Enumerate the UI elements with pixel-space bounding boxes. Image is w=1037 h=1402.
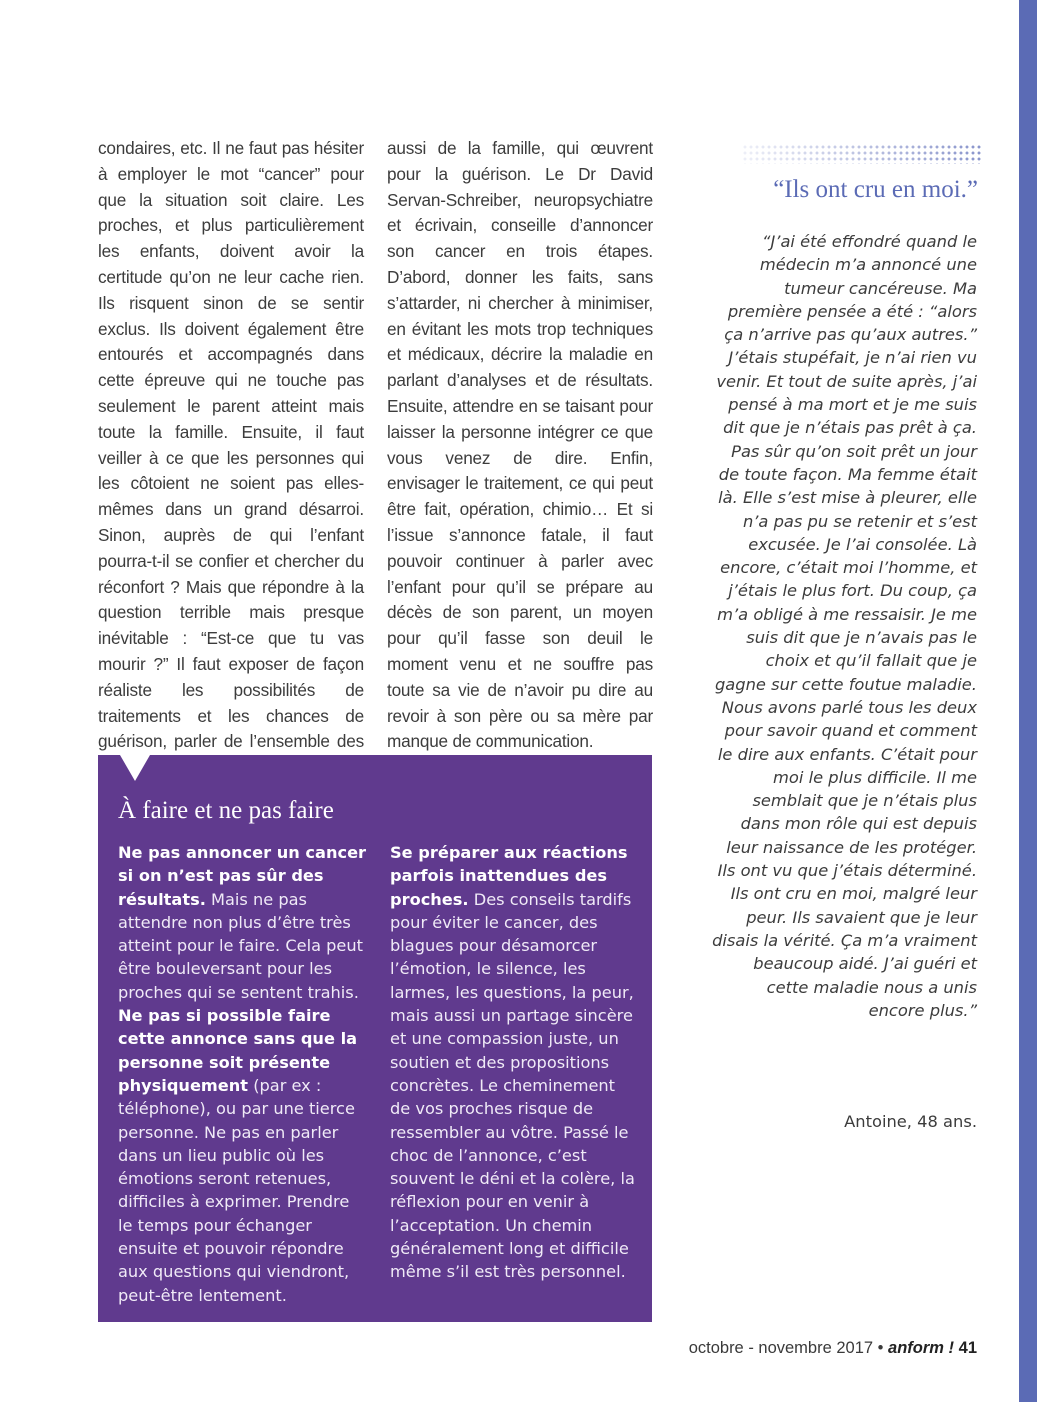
box-notch <box>120 755 150 781</box>
article-column-left <box>98 136 364 807</box>
tips-column-right <box>390 841 640 1284</box>
sidebar-title: “Ils ont cru en moi.” <box>773 176 978 203</box>
article-text-left: condaires, etc. Il ne faut pas hésiter à employer le mot “cancer” pour que la situation soit claire. Les proches, et plus particulièrement les enfants, doivent avoir la certitude qu’on ne leur cache rien. Ils risquent sinon de se sentir exclus. Ils doivent également être entourés et accompagnés dans cette épreuve qui ne touche pas seulement le parent atteint mais toute la famille. Ensuite, il faut veiller à ce que les personnes qui les côtoient ne soient pas elles-mêmes dans un grand désarroi. Sinon, auprès de qui l’enfant pourra-t-il se confier et chercher du réconfort ? Mais que répondre à la question terrible mais presque inévitable : “Est-ce que tu vas mourir ?” Il faut exposer de façon réaliste les possibilités de traitements et les chances de guérison, parler de l’ensemble des <box>98 138 364 752</box>
tips-paragraph-left <box>118 841 368 1307</box>
tips-box <box>98 755 652 1322</box>
footer-bullet: • <box>877 1339 884 1357</box>
tip-heading-1: Ne pas annoncer un cancer si on n’est pas sûr des résultats. <box>118 843 367 909</box>
page-footer <box>600 1339 977 1358</box>
page-number: 41 <box>958 1339 977 1357</box>
tip-text-1: Mais ne pas attendre non plus d’être très atteint pour le faire. Cela peut être bouleversant pour les proches qui se sentent trahis. <box>118 889 363 1002</box>
page-edge-bar <box>1019 0 1037 1402</box>
tips-box-title: À faire et ne pas faire <box>118 797 334 824</box>
magazine-name: anform ! <box>888 1339 955 1357</box>
tip-text-3: Des conseils tardifs pour éviter le cancer, des blagues pour désamorcer l’émotion, le silence, les larmes, les questions, la peur, mais aussi un partage sincère et une compassion juste, un soutien et des propositions concrètes. Le cheminement de vos proches risque de ressembler au vôtre. Passé le choc de l’annonce, c’est souvent le déni et la colère, la réflexion pour en venir à l’acceptation. Un chemin généralement long et difficile même s’il est très personnel. <box>390 889 635 1282</box>
tip-text-2: (par ex : téléphone), ou par une tierce personne. Ne pas en parler dans un lieu public où les émotions seront retenues, difficiles à exprimer. Prendre le temps pour échanger ensuite et pouvoir répondre aux questions qui viendront, peut-être lentement. <box>118 1075 355 1305</box>
dotted-decoration <box>742 144 982 164</box>
issue-date: octobre - novembre 2017 <box>688 1339 874 1357</box>
tip-heading-3: Se préparer aux réactions parfois inattendues des proches. <box>390 843 628 909</box>
tips-column-left <box>118 841 368 1307</box>
sidebar-author: Antoine, 48 ans. <box>844 1112 977 1131</box>
article-text-middle: aussi de la famille, qui œuvrent pour la guérison. Le Dr David Servan-Schreiber, neuropsychiatre et écrivain, conseille d’annoncer son cancer en trois étapes. D’abord, donner les faits, sans s’attarder, ni chercher à minimiser, en évitant les mots trop techniques et médicaux, décrire la maladie en parlant d’analyses et de résultats. Ensuite, attendre en se taisant pour laisser la personne intégrer ce que vous venez de dire. Enfin, envisager le traitement, ce qui peut être fait, opération, chimio… Et si l’issue s’annonce fatale, il faut pouvoir continuer à parler avec l’enfant pour qu’il se prépare au décès de son parent, un moyen pour qu’il fasse son deuil le moment venu et ne souffre pas toute sa vie de n’avoir pu dire au revoir à son père ou sa mère par manque de communication. <box>387 138 653 752</box>
tips-paragraph-right <box>390 841 640 1284</box>
sidebar-quote: “J’ai été effondré quand le médecin m’a annoncé une tumeur cancéreuse. Ma première pensée a été : “alors ça n’arrive pas qu’aux autres.” J’étais stupéfait, je n’ai rien vu venir. Et tout de suite après, j’ai pensé à ma mort et je me suis dit que je n’étais pas prêt à ça. Pas sûr qu’on soit prêt un jour de toute façon. Ma femme était là. Elle s’est mise à pleurer, elle n’a pas pu se retenir et s’est excusée. Je l’ai consolée. Là encore, c’était moi l’homme, et j’étais le plus fort. Du coup, ça m’a obligé à me ressaisir. Je me suis dit que je n’avais pas le choix et qu’il fallait que je gagne sur cette foutue maladie. Nous avons parlé tous les deux pour savoir quand et comment le dire aux enfants. C’était pour moi le plus difficile. Il me semblait que je n’étais plus dans mon rôle qui est depuis leur naissance de les protéger. Ils ont vu que j’étais déterminé. Ils ont cru en moi, malgré leur peur. Ils savaient que je leur disais la vérité. Ça m’a vraiment beaucoup aidé. J’ai guéri et cette maladie nous a unis encore plus.” <box>712 232 977 1020</box>
article-column-middle <box>387 136 653 755</box>
tip-heading-2: Ne pas si possible faire cette annonce sans que la personne soit présente physiquement <box>118 1006 358 1095</box>
